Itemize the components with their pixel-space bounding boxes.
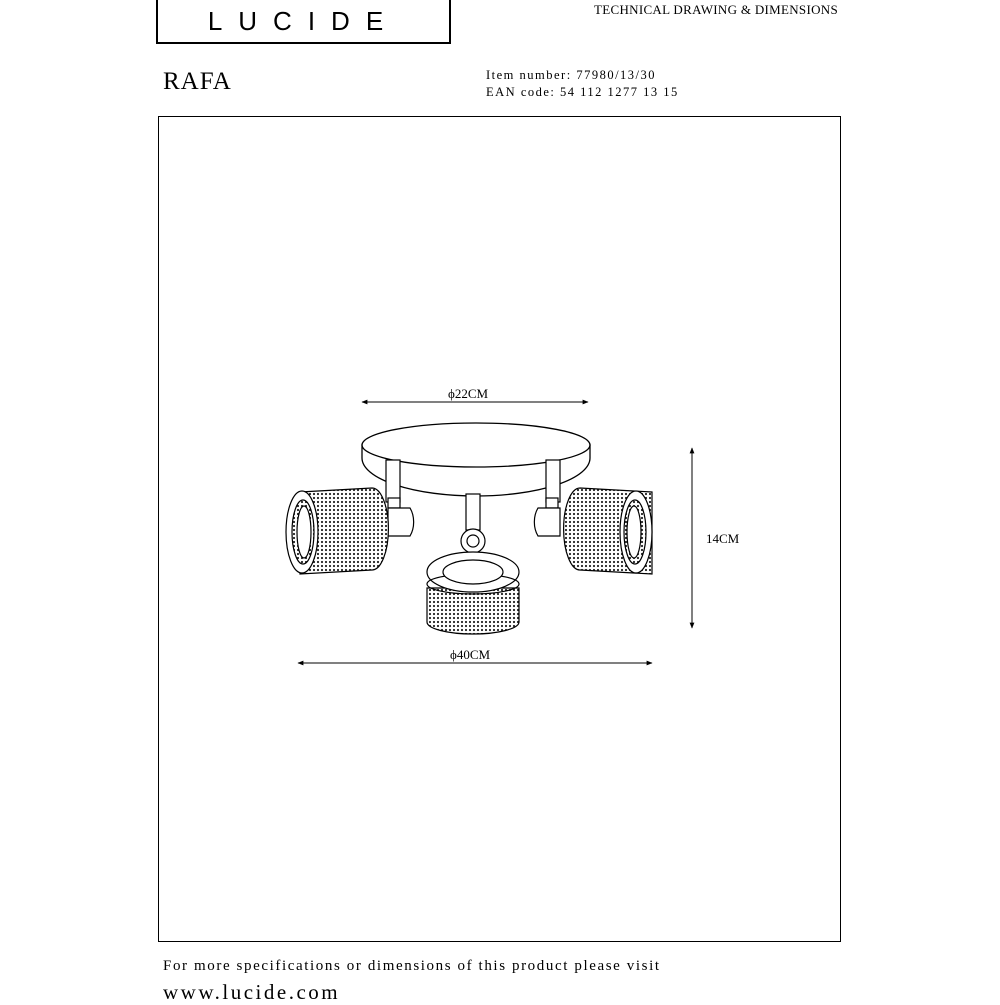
- item-number: Item number: 77980/13/30: [486, 68, 657, 82]
- dimension-label-overall: ϕ40CM: [450, 647, 491, 662]
- ean-code: EAN code: 54 112 1277 13 15: [486, 85, 679, 99]
- footer-info-text: For more specifications or dimensions of this product please visit: [163, 958, 661, 974]
- logo-text: LUCIDE: [207, 6, 400, 36]
- dimension-height: [692, 448, 740, 628]
- website-link[interactable]: www.lucide.com: [163, 980, 341, 1004]
- dimension-canopy-diameter: [362, 386, 588, 402]
- document-title: TECHNICAL DRAWING & DIMENSIONS: [594, 2, 838, 17]
- dimension-label-height: 14CM: [706, 531, 740, 546]
- dimension-label-canopy: ϕ22CM: [448, 386, 489, 401]
- right-spot: [534, 460, 652, 574]
- dimension-overall-diameter: [298, 647, 652, 663]
- left-spot: [286, 460, 414, 574]
- center-spot: [427, 494, 519, 634]
- product-name: RAFA: [163, 68, 232, 95]
